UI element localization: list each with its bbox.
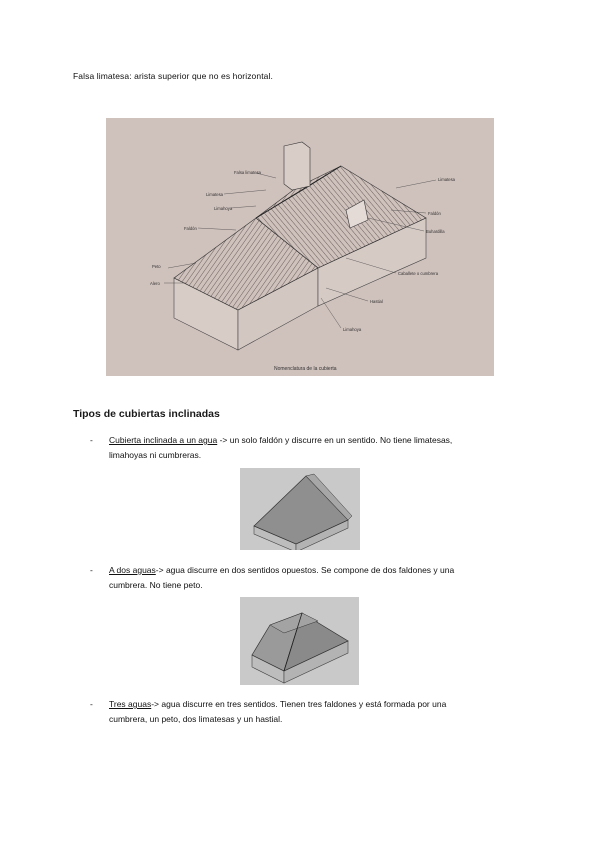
item-text-line1: -> agua discurre en dos sentidos opuestos. Se compone de dos faldones y una (155, 565, 455, 575)
list-bullet: - (90, 699, 93, 709)
item-text-line2: limahoyas ni cumbreras. (109, 450, 202, 460)
diagram-caption: Nomenclatura de la cubierta (274, 366, 337, 372)
label-limatesa-right: Limatesa (438, 177, 455, 182)
term-dos-aguas: A dos aguas (109, 565, 156, 575)
roof-nomenclature-photo (106, 118, 494, 376)
roof-photo-un-agua (240, 468, 360, 550)
roof-photo-dos-aguas (240, 597, 359, 685)
label-faldon-right: Faldón (428, 211, 441, 216)
label-limahoya-top: Limahoya (214, 206, 233, 211)
label-falsa-limatesa: Falsa limatesa (234, 170, 261, 175)
label-hastial: Hastial (370, 299, 383, 304)
label-limahoya-bottom: Limahoya (343, 327, 362, 332)
list-bullet: - (90, 565, 93, 575)
term-un-agua: Cubierta inclinada a un agua (109, 435, 218, 445)
label-caballete: Caballete o cumbrera (398, 271, 439, 276)
item-text-line1: -> un solo faldón y discurre en un sentido. No tiene limatesas, (217, 435, 453, 445)
term-tres-aguas: Tres aguas (109, 699, 152, 709)
roof-diagram (106, 118, 494, 376)
label-limatesa-left: Limatesa (206, 192, 223, 197)
label-peto: Peto (152, 264, 161, 269)
list-bullet: - (90, 435, 93, 445)
item-text-line2: cumbrera, un peto, dos limatesas y un hastial. (109, 714, 283, 724)
label-alero: Alero (150, 281, 160, 286)
item-text-line1: -> agua discurre en tres sentidos. Tienen tres faldones y está formada por una (151, 699, 447, 709)
item-text-line2: cumbrera. No tiene peto. (109, 580, 203, 590)
section-title: Tipos de cubiertas inclinadas (73, 408, 220, 420)
label-faldon-left: Faldón (184, 226, 197, 231)
label-buhardilla: Buhardilla (426, 229, 445, 234)
intro-line: Falsa limatesa: arista superior que no es horizontal. (73, 71, 273, 81)
